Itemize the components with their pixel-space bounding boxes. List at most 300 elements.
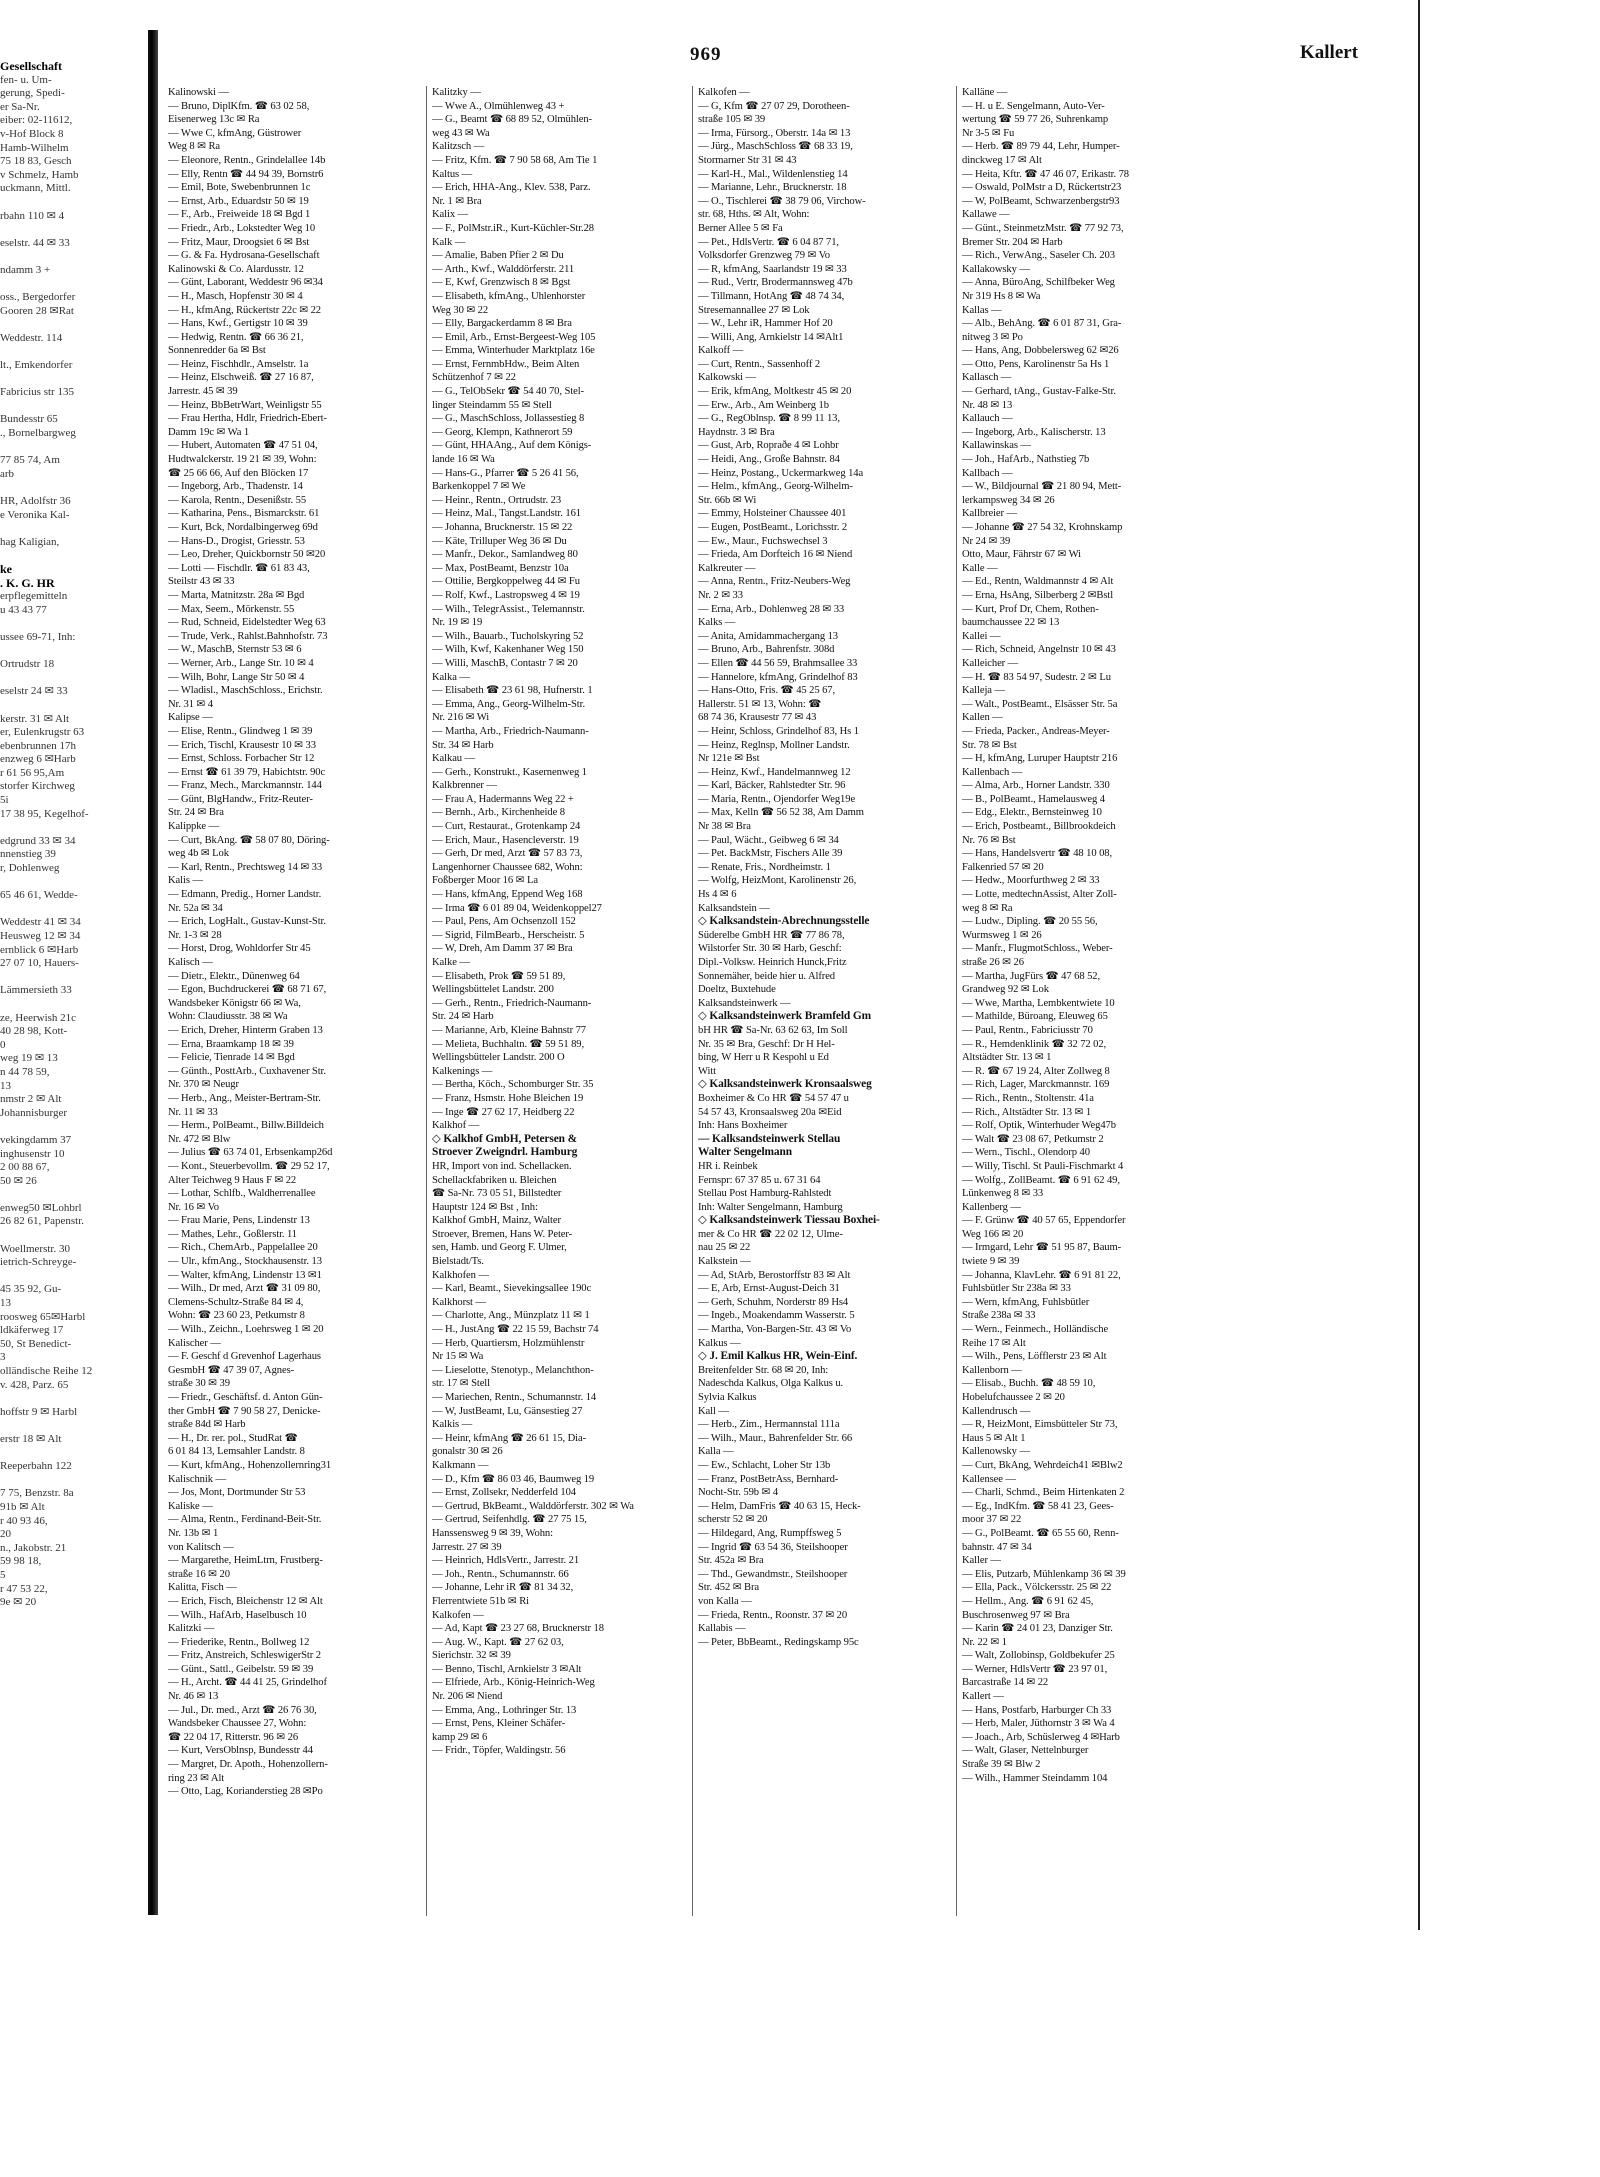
left-page-line: 7 75, Benzstr. 8a	[0, 1487, 74, 1500]
surname-heading: Kalkbrenner —	[432, 780, 497, 792]
left-page-line: r 61 56 95,Am	[0, 766, 65, 779]
directory-entry: — Kurt, Bck, Nordalbingerweg 69d	[168, 522, 318, 533]
directory-entry: Jarrestr. 45 ✉ 39	[168, 386, 238, 398]
directory-entry: — Wladisl., MaschSchloss., Erichstr.	[168, 685, 323, 697]
left-page-line	[0, 1120, 140, 1134]
left-page-line	[0, 1474, 140, 1488]
directory-entry: — Friedr., Arb., Lokstedter Weg 10	[168, 222, 316, 234]
directory-entry: — Gerh., Konstrukt., Kasernenweg 1	[432, 766, 587, 778]
directory-entry: Haus 5 ✉ Alt 1	[962, 1432, 1026, 1444]
directory-entry: Nr. 472 ✉ Blw	[168, 1133, 231, 1145]
surname-heading: Kallauch —	[962, 413, 1013, 425]
directory-entry: — Hannelore, kfmAng, Grindelhof 83	[698, 671, 858, 683]
directory-entry: — Emil, Bote, Swebenbrunnen 1c	[168, 182, 311, 194]
directory-entry: Hobelufchaussee 2 ✉ 20	[962, 1392, 1065, 1403]
directory-entry: — Arth., Kwf., Walddörferstr. 211	[432, 263, 575, 275]
directory-entry: — Frieda, Am Dorfteich 16 ✉ Niend	[698, 549, 853, 561]
directory-entry: — Paul, Wächt., Geibweg 6 ✉ 34	[698, 834, 839, 846]
directory-entry: weg 4b ✉ Lok	[168, 848, 229, 860]
directory-entry: — Erich, Postbeamt., Billbrookdeich	[962, 821, 1116, 833]
directory-entry: — Mathilde, Büroang, Eleuweg 65	[962, 1011, 1108, 1023]
left-page-line: Ortrudstr 18	[0, 658, 55, 671]
left-page-line: 20	[0, 1528, 11, 1541]
left-page-line: rbahn 110 ✉ 4	[0, 209, 65, 222]
left-page-line: 26 82 61, Papenstr.	[0, 1215, 85, 1228]
directory-entry: — R, kfmAng, Saarlandstr 19 ✉ 33	[698, 263, 847, 275]
directory-entry: — Aug. W., Kapt. ☎ 27 62 03,	[432, 1636, 564, 1648]
directory-entry: Stormarner Str 31 ✉ 43	[698, 154, 797, 166]
directory-entry: — Gertrud, Seifenhdlg. ☎ 27 75 15,	[432, 1514, 587, 1526]
directory-entry: Barkenkoppel 7 ✉ We	[432, 481, 526, 493]
directory-entry: — Ad, Kapt ☎ 23 27 68, Brucknerstr 18	[432, 1623, 604, 1635]
directory-entry: straße 105 ✉ 39	[698, 114, 766, 126]
left-page-line: 3	[0, 1351, 6, 1364]
directory-entry: Foßberger Moor 16 ✉ La	[432, 875, 538, 887]
directory-entry: — Käte, Trilluper Weg 36 ✉ Du	[432, 535, 567, 547]
directory-entry: — Curt, BkAng, Wehrdeich41 ✉Blw2	[962, 1459, 1123, 1471]
directory-entry: — Franz, Hsmstr. Hohe Bleichen 19	[432, 1092, 584, 1104]
directory-entry: Nr 24 ✉ 39	[962, 535, 1011, 547]
directory-entry: — Georg, Klempn, Kathnerort 59	[432, 426, 573, 438]
directory-entry: Hauptstr 124 ✉ Bst , Inh:	[432, 1201, 538, 1213]
directory-entry: — Walt, Glaser, Nettelnburger	[962, 1745, 1089, 1757]
left-page-fragment	[0, 60, 140, 1910]
directory-entry: — Curt, Rentn., Sassenhoff 2	[698, 358, 821, 370]
directory-entry: Wandsbeker Chaussee 27, Wohn:	[168, 1718, 307, 1730]
directory-entry: — Joach., Arb, Schüslerweg 4 ✉Harb	[962, 1731, 1120, 1743]
directory-entry: Alter Teichweg 9 Haus F ✉ 22	[168, 1174, 297, 1186]
directory-entry: — Elisabeth ☎ 23 61 98, Hufnerstr. 1	[432, 685, 593, 697]
directory-entry: — Oswald, PolMstr a D, Rückertstr23	[962, 182, 1122, 194]
directory-entry: dinckweg 17 ✉ Alt	[962, 154, 1042, 166]
directory-entry: Volksdorfer Grenzweg 79 ✉ Vo	[698, 250, 831, 262]
directory-entry: — Erich, Dreher, Hinterm Graben 13	[168, 1024, 323, 1036]
left-page-line: weg 19 ✉ 13	[0, 1052, 58, 1065]
directory-entry: — Tillmann, HotAng ☎ 48 74 34,	[698, 290, 845, 302]
left-page-line: v. 428, Parz. 65	[0, 1378, 69, 1391]
directory-entry: — Hans, Handelsvertr ☎ 48 10 08,	[962, 848, 1113, 860]
directory-entry: Reihe 17 ✉ Alt	[962, 1337, 1026, 1349]
surname-heading: Kalinowski —	[168, 87, 229, 98]
directory-entry: Nr. 11 ✉ 33	[168, 1106, 218, 1118]
directory-entry: — W., Lehr iR, Hammer Hof 20	[698, 318, 833, 330]
surname-heading: Kalkenings —	[432, 1065, 493, 1077]
directory-entry: — Max, Kelln ☎ 56 52 38, Am Damm	[698, 807, 864, 819]
surname-heading: Kalkus —	[698, 1337, 741, 1349]
running-head: Kallert	[1300, 42, 1359, 63]
directory-entry: — Ingrid ☎ 63 54 36, Steilshooper	[698, 1541, 848, 1553]
left-page-line	[0, 278, 140, 292]
directory-entry: kamp 29 ✉ 6	[432, 1731, 488, 1743]
directory-entry: Wohn: ☎ 23 60 23, Petkumstr 8	[168, 1310, 305, 1322]
directory-entry: — Walt., PostBeamt., Elsässer Str. 5a	[962, 698, 1118, 710]
company-entry: ◇ Kalkhof GmbH, Petersen &	[432, 1132, 578, 1145]
directory-entry: Nr. 2 ✉ 33	[698, 589, 743, 601]
directory-entry: — Günt, HHAAng., Auf dem Königs-	[432, 440, 592, 452]
left-page-line	[0, 821, 140, 835]
directory-entry: str. 17 ✉ Stell	[432, 1378, 490, 1390]
left-page-line: vekingdamm 37	[0, 1133, 72, 1146]
directory-entry: Buschrosenweg 97 ✉ Bra	[962, 1609, 1070, 1621]
directory-entry: — Hubert, Automaten ☎ 47 51 04,	[168, 440, 318, 452]
directory-entry: — Ellen ☎ 44 56 59, Brahmsallee 33	[698, 657, 858, 669]
directory-entry: Str. 452a ✉ Bra	[698, 1555, 764, 1567]
directory-entry: nitweg 3 ✉ Po	[962, 331, 1023, 343]
directory-entry: — H., Masch, Hopfenstr 30 ✉ 4	[168, 290, 303, 302]
directory-entry: — Ew., Maur., Fuchswechsel 3	[698, 535, 828, 547]
directory-entry: 54 57 43, Kronsaalsweg 20a ✉Eid	[698, 1106, 842, 1118]
directory-entry: — Kurt, kfmAng., Hohenzollernring31	[168, 1459, 332, 1471]
directory-entry: — W, JustBeamt, Lu, Gänsestieg 27	[432, 1405, 583, 1417]
left-page-line: Weddestr 41 ✉ 34	[0, 916, 81, 929]
directory-entry: Barcastraße 14 ✉ 22	[962, 1677, 1049, 1689]
directory-entry: Nr. 216 ✉ Wi	[432, 712, 490, 724]
directory-entry: — Heita, Kftr. ☎ 47 46 07, Erikastr. 78	[962, 168, 1130, 180]
directory-entry: — Margarethe, HeimLtrn, Frustberg-	[168, 1555, 323, 1567]
directory-entry: — Pet., HdlsVertr. ☎ 6 04 87 71,	[698, 236, 839, 248]
directory-entry: — Karin ☎ 24 01 23, Danziger Str.	[962, 1623, 1113, 1635]
directory-entry: — Maria, Rentn., Ojendorfer Weg19e	[698, 793, 856, 805]
directory-entry: — Alb., BehAng. ☎ 6 01 87 31, Gra-	[962, 318, 1122, 330]
directory-entry: — Werner, Arb., Lange Str. 10 ✉ 4	[168, 657, 314, 669]
directory-entry: — Elis, Putzarb, Mühlenkamp 36 ✉ 39	[962, 1568, 1126, 1580]
directory-entry: — B., PolBeamt., Hamelausweg 4	[962, 793, 1105, 805]
directory-entry: Flerrentwiete 51b ✉ Ri	[432, 1595, 529, 1607]
directory-entry: — Kurt, Prof Dr, Chem, Rothen-	[962, 603, 1099, 615]
directory-entry: — Heinr, kfmAng ☎ 26 61 15, Dia-	[432, 1432, 587, 1444]
left-page-line: 13	[0, 1079, 11, 1092]
directory-entry: — Herb. ☎ 89 79 44, Lehr, Humper-	[962, 141, 1120, 153]
directory-entry: — Johanna, Brucknerstr. 15 ✉ 22	[432, 522, 573, 533]
directory-entry: — Heinr., Rentn., Ortrudstr. 23	[432, 494, 562, 506]
directory-entry: — Friedr., Geschäftsf. d. Anton Gün-	[168, 1392, 323, 1403]
directory-entry: — Marta, Matnitzstr. 28a ✉ Bgd	[168, 589, 305, 601]
directory-entry: Lünkenweg 8 ✉ 33	[962, 1188, 1044, 1200]
surname-heading: Kallen —	[962, 712, 1003, 724]
directory-entry: Witt	[698, 1065, 717, 1077]
directory-entry: HR i. Reinbek	[698, 1160, 758, 1172]
left-page-line: 50, St Benedict-	[0, 1337, 72, 1350]
directory-entry: — Leo, Dreher, Quickbornstr 50 ✉20	[168, 549, 326, 561]
left-page-line: eiber: 02-11612,	[0, 114, 73, 127]
left-page-line: roosweg 65✉Harbl	[0, 1310, 86, 1323]
directory-entry: weg 43 ✉ Wa	[432, 127, 490, 139]
surname-heading: Kalitzky —	[432, 87, 481, 98]
surname-heading: Kalksandstein —	[698, 902, 770, 914]
directory-entry: Nr. 35 ✉ Bra, Geschf: Dr H Hel-	[698, 1038, 835, 1050]
directory-entry: — G., PolBeamt. ☎ 65 55 60, Renn-	[962, 1527, 1119, 1539]
directory-entry: — Manfr., FlugmotSchloss., Weber-	[962, 943, 1113, 955]
directory-entry: — Hans, Kwf., Gertigstr 10 ✉ 39	[168, 318, 308, 330]
directory-entry: — Rud, Schneid, Eidelstedter Weg 63	[168, 617, 326, 629]
directory-entry: — Willi, Ang, Arnkielstr 14 ✉Alt1	[698, 331, 844, 343]
directory-entry: — Martha, JugFürs ☎ 47 68 52,	[962, 970, 1101, 982]
left-page-line: v Schmelz, Hamb	[0, 168, 79, 181]
directory-entry: — Willi, MaschB, Contastr 7 ✉ 20	[432, 657, 578, 669]
directory-entry: — Inge ☎ 27 62 17, Heidberg 22	[432, 1106, 575, 1118]
left-page-line: ., Bornelbargweg	[0, 427, 76, 440]
surname-heading: Kalkau —	[432, 753, 476, 765]
directory-entry: Str. 34 ✉ Harb	[432, 739, 494, 751]
directory-entry: — Karl, Bäcker, Rahlstedter Str. 96	[698, 780, 846, 792]
left-page-line: nmstr 2 ✉ Alt	[0, 1093, 62, 1106]
directory-entry: — Wern., Feinmech., Holländische	[962, 1324, 1109, 1336]
left-page-line: Weddestr. 114	[0, 331, 63, 344]
directory-entry: Eisenerweg 13c ✉ Ra	[168, 114, 260, 126]
left-page-line	[0, 645, 140, 659]
left-page-line	[0, 1188, 140, 1202]
surname-heading: Kalla —	[698, 1446, 734, 1458]
directory-entry: — Rich, Schneid, Angelnstr 10 ✉ 43	[962, 644, 1116, 656]
left-page-line: enweg50 ✉Lohbrl	[0, 1201, 82, 1214]
directory-entry: — Mathes, Lehr., Goßlerstr. 11	[168, 1228, 298, 1240]
surname-heading: von Kalla —	[698, 1595, 752, 1607]
directory-entry: Jarrestr. 27 ✉ 39	[432, 1541, 502, 1553]
directory-entry: bahnstr. 47 ✉ 34	[962, 1541, 1032, 1553]
surname-heading: Kalkowski —	[698, 372, 757, 384]
surname-heading: Kallasch —	[962, 372, 1012, 384]
left-page-line: 27 07 10, Hauers-	[0, 957, 79, 970]
left-page-line: r, Dohlenweg	[0, 862, 60, 875]
left-page-line	[0, 1392, 140, 1406]
directory-entry: — Eugen, PostBeamt., Lorichsstr. 2	[698, 522, 848, 533]
directory-entry: Stroever, Bremen, Hans W. Peter-	[432, 1228, 573, 1240]
directory-entry: — Wilh., HafArb, Haselbusch 10	[168, 1609, 307, 1621]
directory-entry: — Lothar, Schlfb., Waldherrenallee	[168, 1188, 316, 1200]
directory-entry: — Irma, Fürsorg., Oberstr. 14a ✉ 13	[698, 127, 851, 139]
directory-entry: — Elfriede, Arb., König-Heinrich-Weg	[432, 1677, 595, 1689]
directory-entry: — Martha, Arb., Friedrich-Naumann-	[432, 725, 589, 737]
directory-entry: — Ulr., kfmAng., Stockhausenstr. 13	[168, 1256, 322, 1268]
surname-heading: Kalkhofen —	[432, 1269, 489, 1281]
directory-entry: — Wwe A., Olmühlenweg 43 +	[432, 100, 565, 112]
directory-entry: — Ernst, Arb., Eduardstr 50 ✉ 19	[168, 195, 309, 207]
directory-entry: — Jul., Dr. med., Arzt ☎ 26 76 30,	[168, 1704, 317, 1716]
directory-entry: — G., TelObSekr ☎ 54 40 70, Stel-	[432, 386, 584, 398]
left-page-line: r 40 93 46,	[0, 1514, 48, 1527]
directory-entry: Sylvia Kalkus	[698, 1392, 757, 1403]
directory-entry: — Charli, Schmd., Beim Hirtenkaten 2	[962, 1487, 1125, 1499]
directory-entry: — Irmgard, Lehr ☎ 51 95 87, Baum-	[962, 1242, 1122, 1254]
directory-entry: — Hans-G., Pfarrer ☎ 5 26 41 56,	[432, 467, 579, 479]
directory-column-3	[698, 86, 950, 1926]
left-page-line: ke	[0, 561, 12, 576]
directory-entry: — Elisabeth, Prok ☎ 59 51 89,	[432, 970, 566, 982]
left-page-line	[0, 998, 140, 1012]
directory-entry: — Gerhard, tAng., Gustav-Falke-Str.	[962, 386, 1116, 398]
surname-heading: von Kalitsch —	[168, 1541, 234, 1553]
directory-entry: moor 37 ✉ 22	[962, 1514, 1022, 1526]
directory-entry: — Emma, Ang., Georg-Wilhelm-Str.	[432, 698, 586, 710]
left-page-line: Fabricius str 135	[0, 386, 74, 399]
surname-heading: Kalle —	[962, 562, 998, 574]
directory-entry: — Gerh, Dr med, Arzt ☎ 57 83 73,	[432, 848, 583, 860]
left-page-line: . K. G. HR	[0, 575, 55, 590]
directory-entry: — Rich., ChemArb., Pappelallee 20	[168, 1242, 318, 1254]
directory-entry: — Hans, kfmAng, Eppend Weg 168	[432, 889, 583, 901]
directory-entry: — Herb., Zim., Hermannstal 111a	[698, 1419, 840, 1431]
directory-entry: — Günth., PosttArb., Cuxhavener Str.	[168, 1065, 326, 1077]
surname-heading: Kalksandsteinwerk —	[698, 997, 791, 1009]
surname-heading: Kaliske —	[168, 1500, 213, 1512]
left-page-line: kerstr. 31 ✉ Alt	[0, 712, 70, 725]
directory-entry: straße 16 ✉ 20	[168, 1568, 230, 1580]
directory-entry: — Wwe C, kfmAng, Güstrower	[168, 127, 302, 139]
left-page-line: 5i	[0, 794, 9, 807]
directory-entry: — Wilh., Bauarb., Tucholskyring 52	[432, 630, 584, 642]
left-page-line: olländische Reihe 12	[0, 1365, 93, 1377]
left-page-line: 5	[0, 1568, 6, 1581]
surname-heading: Kalix —	[432, 209, 469, 221]
directory-entry: — Pet. BackMstr, Fischers Alle 39	[698, 848, 843, 860]
surname-heading: Kalkhof —	[432, 1120, 480, 1132]
surname-heading: Kalleja —	[962, 685, 1005, 697]
directory-entry: — F., Arb., Freiweide 18 ✉ Bgd 1	[168, 209, 311, 221]
directory-entry: — Jos, Mont, Dortmunder Str 53	[168, 1487, 306, 1499]
directory-entry: — Günt, Laborant, Weddestr 96 ✉34	[168, 277, 323, 289]
directory-entry: — Hellm., Ang. ☎ 6 91 62 45,	[962, 1595, 1094, 1607]
directory-entry: — Elisab., Buchh. ☎ 48 59 10,	[962, 1378, 1096, 1390]
directory-entry: Nr 121e ✉ Bst	[698, 753, 760, 765]
directory-entry: — Hildegard, Ang, Rumpffsweg 5	[698, 1527, 842, 1539]
directory-entry: — Rud., Vertr, Brodermannsweg 47b	[698, 277, 853, 289]
left-page-line: Bundesstr 65	[0, 413, 58, 426]
company-entry: ◇ Kalksandsteinwerk Kronsaalsweg	[698, 1078, 872, 1091]
directory-entry: — Herb, Quartiersm, Holzmühlenstr	[432, 1337, 585, 1349]
surname-heading: Kaltus —	[432, 168, 473, 180]
directory-entry: — Ad, StArb, Berostorffstr 83 ✉ Alt	[698, 1269, 851, 1281]
left-page-line: 9e ✉ 20	[0, 1596, 37, 1609]
directory-entry: — Erich, Fisch, Bleichenstr 12 ✉ Alt	[168, 1595, 323, 1607]
directory-entry: Boxheimer & Co HR ☎ 54 57 47 u	[698, 1092, 849, 1104]
directory-column-2	[432, 86, 684, 1926]
left-page-line: 77 85 74, Am	[0, 454, 60, 467]
directory-entry: — Anna, Rentn., Fritz-Neubers-Weg	[698, 576, 851, 588]
directory-entry: — Hans-Otto, Fris. ☎ 45 25 67,	[698, 685, 836, 697]
directory-entry: Inh: Hans Boxheimer	[698, 1120, 788, 1132]
directory-entry: straße 30 ✉ 39	[168, 1378, 230, 1390]
directory-entry: — Wilh., Hammer Steindamm 104	[962, 1772, 1108, 1784]
directory-entry: Nr. 46 ✉ 13	[168, 1691, 219, 1703]
directory-entry: — Karl-H., Mal., Wildenlenstieg 14	[698, 168, 848, 180]
directory-entry: — Gust, Arb, Ropraðe 4 ✉ Lohbr	[698, 440, 839, 452]
directory-entry: — Helm, DamFris ☎ 40 63 15, Heck-	[698, 1500, 861, 1512]
left-page-line: Gesellschaft	[0, 60, 62, 73]
left-page-line: 75 18 83, Gesch	[0, 155, 72, 168]
directory-entry: — Frieda, Packer., Andreas-Meyer-	[962, 725, 1110, 737]
directory-entry: Str. 66b ✉ Wi	[698, 494, 757, 506]
directory-entry: — Edmann, Predig., Horner Landstr.	[168, 889, 322, 901]
surname-heading: Kalisch —	[168, 957, 213, 968]
directory-entry: — Walter, kfmAng, Lindenstr 13 ✉1	[168, 1269, 322, 1281]
background-margin	[1420, 0, 1600, 2177]
directory-entry: mer & Co HR ☎ 22 02 12, Ulme-	[698, 1228, 843, 1240]
directory-entry: — Emma, Winterhuder Marktplatz 16e	[432, 345, 595, 357]
directory-entry: — Franz, Mech., Marckmannstr. 144	[168, 780, 322, 792]
directory-entry: ☎ 22 04 17, Ritterstr. 96 ✉ 26	[168, 1731, 299, 1743]
directory-entry: — D., Kfm ☎ 86 03 46, Baumweg 19	[432, 1473, 595, 1485]
left-page-line	[0, 373, 140, 387]
directory-entry: Altstädter Str. 13 ✉ 1	[962, 1052, 1052, 1064]
directory-entry: Dipl.-Volksw. Heinrich Hunck,Fritz	[698, 957, 847, 968]
directory-entry: Nr 3-5 ✉ Fu	[962, 127, 1015, 139]
directory-entry: Str. 78 ✉ Bst	[962, 739, 1017, 751]
directory-entry: ring 23 ✉ Alt	[168, 1772, 225, 1784]
directory-entry: ther GmbH ☎ 7 90 58 27, Denicke-	[168, 1405, 321, 1417]
directory-entry: Str. 24 ✉ Harb	[432, 1011, 494, 1023]
directory-entry: — Bertha, Köch., Schomburger Str. 35	[432, 1079, 594, 1091]
directory-entry: gonalstr 30 ✉ 26	[432, 1446, 503, 1458]
left-page-line: n., Jakobstr. 21	[0, 1541, 67, 1554]
directory-entry: Stresemannallee 27 ✉ Lok	[698, 304, 810, 316]
directory-entry: — Wilh., Maur., Bahrenfelder Str. 66	[698, 1432, 853, 1444]
directory-entry: — Erna, Braamkamp 18 ✉ 39	[168, 1038, 294, 1050]
directory-entry: — G, Kfm ☎ 27 07 29, Dorotheen-	[698, 100, 850, 112]
directory-entry: — Otto, Lag, Korianderstieg 28 ✉Po	[168, 1786, 323, 1798]
directory-entry: — Karl, Rentn., Prechtsweg 14 ✉ 33	[168, 861, 323, 873]
directory-entry: — Paul, Pens, Am Ochsenzoll 152	[432, 916, 576, 928]
surname-heading: Kallawe —	[962, 209, 1010, 221]
directory-entry: — H., JustAng ☎ 22 15 59, Bachstr 74	[432, 1324, 599, 1336]
left-page-line	[0, 318, 140, 332]
surname-heading: Kallbach —	[962, 467, 1013, 479]
directory-entry: — Wilh, Kwf, Kakenhaner Weg 150	[432, 644, 584, 656]
directory-entry: — Johanne, Lehr iR ☎ 81 34 32,	[432, 1582, 574, 1594]
left-page-line: Heusweg 12 ✉ 34	[0, 930, 81, 942]
directory-entry: Bielstadt/Ts.	[432, 1256, 484, 1268]
directory-entry: — F., PolMstr.iR., Kurt-Küchler-Str.28	[432, 222, 594, 234]
surname-heading: Kalipse —	[168, 712, 213, 724]
directory-entry: Schellackfabriken u. Bleichen	[432, 1174, 557, 1186]
directory-entry: — Marianne, Arb, Kleine Bahnstr 77	[432, 1024, 587, 1036]
left-page-line: erstr 18 ✉ Alt	[0, 1432, 62, 1445]
left-page-line: enzweg 6 ✉Harb	[0, 753, 76, 766]
directory-entry: — Heinz, Postang., Uckermarkweg 14a	[698, 467, 864, 479]
left-page-line	[0, 699, 140, 713]
left-page-line	[0, 617, 140, 631]
left-page-line: v-Hof Block 8	[0, 127, 64, 140]
directory-entry: — F. Geschf d Grevenhof Lagerhaus	[168, 1351, 321, 1363]
surname-heading: Kalis —	[168, 875, 203, 887]
surname-heading: Kalkoff —	[698, 345, 744, 357]
directory-entry: — W., Bildjournal ☎ 21 80 94, Mett-	[962, 481, 1122, 493]
left-page-line	[0, 549, 140, 563]
directory-entry: — Ludw., Dipling. ☎ 20 55 56,	[962, 916, 1098, 928]
surname-heading: Kalke —	[432, 957, 470, 968]
directory-entry: — Willy, Tischl. St Pauli-Fischmarkt 4	[962, 1160, 1124, 1172]
directory-entry: — Frau Hertha, Hdlr, Friedrich-Ebert-	[168, 413, 327, 425]
company-entry: ◇ J. Emil Kalkus HR, Wein-Einf.	[698, 1350, 858, 1363]
company-entry: — Kalksandsteinwerk Stellau	[698, 1132, 841, 1145]
directory-entry: — Elise, Rentn., Glindweg 1 ✉ 39	[168, 725, 313, 737]
surname-heading: Kall —	[698, 1405, 729, 1417]
directory-entry: — Benno, Tischl, Arnkielstr 3 ✉Alt	[432, 1663, 582, 1675]
directory-entry: — Emmy, Holsteiner Chaussee 401	[698, 508, 847, 520]
directory-entry: Nr. 52a ✉ 34	[168, 902, 223, 914]
directory-entry: Wurmsweg 1 ✉ 26	[962, 929, 1042, 941]
directory-entry: — Curt, Restaurat., Grotenkamp 24	[432, 821, 581, 833]
directory-entry: — Wolfg, HeizMont, Karolinenstr 26,	[698, 875, 857, 887]
directory-entry: — Max, Seem., Mörkenstr. 55	[168, 603, 295, 615]
directory-entry: bH HR ☎ Sa-Nr. 63 62 63, Im Soll	[698, 1024, 848, 1036]
left-page-line: 45 35 92, Gu-	[0, 1283, 62, 1296]
directory-entry: twiete 9 ✉ 39	[962, 1256, 1020, 1268]
directory-entry: — Erich, LogHalt., Gustav-Kunst-Str.	[168, 916, 326, 928]
directory-entry: Hallerstr. 51 ✉ 13, Wohn: ☎	[698, 698, 822, 710]
directory-entry: — Wilh., Dr med, Arzt ☎ 31 09 80,	[168, 1283, 321, 1295]
directory-entry: Nr. 19 ✉ 19	[432, 617, 483, 629]
left-page-line: storfer Kirchweg	[0, 780, 75, 793]
